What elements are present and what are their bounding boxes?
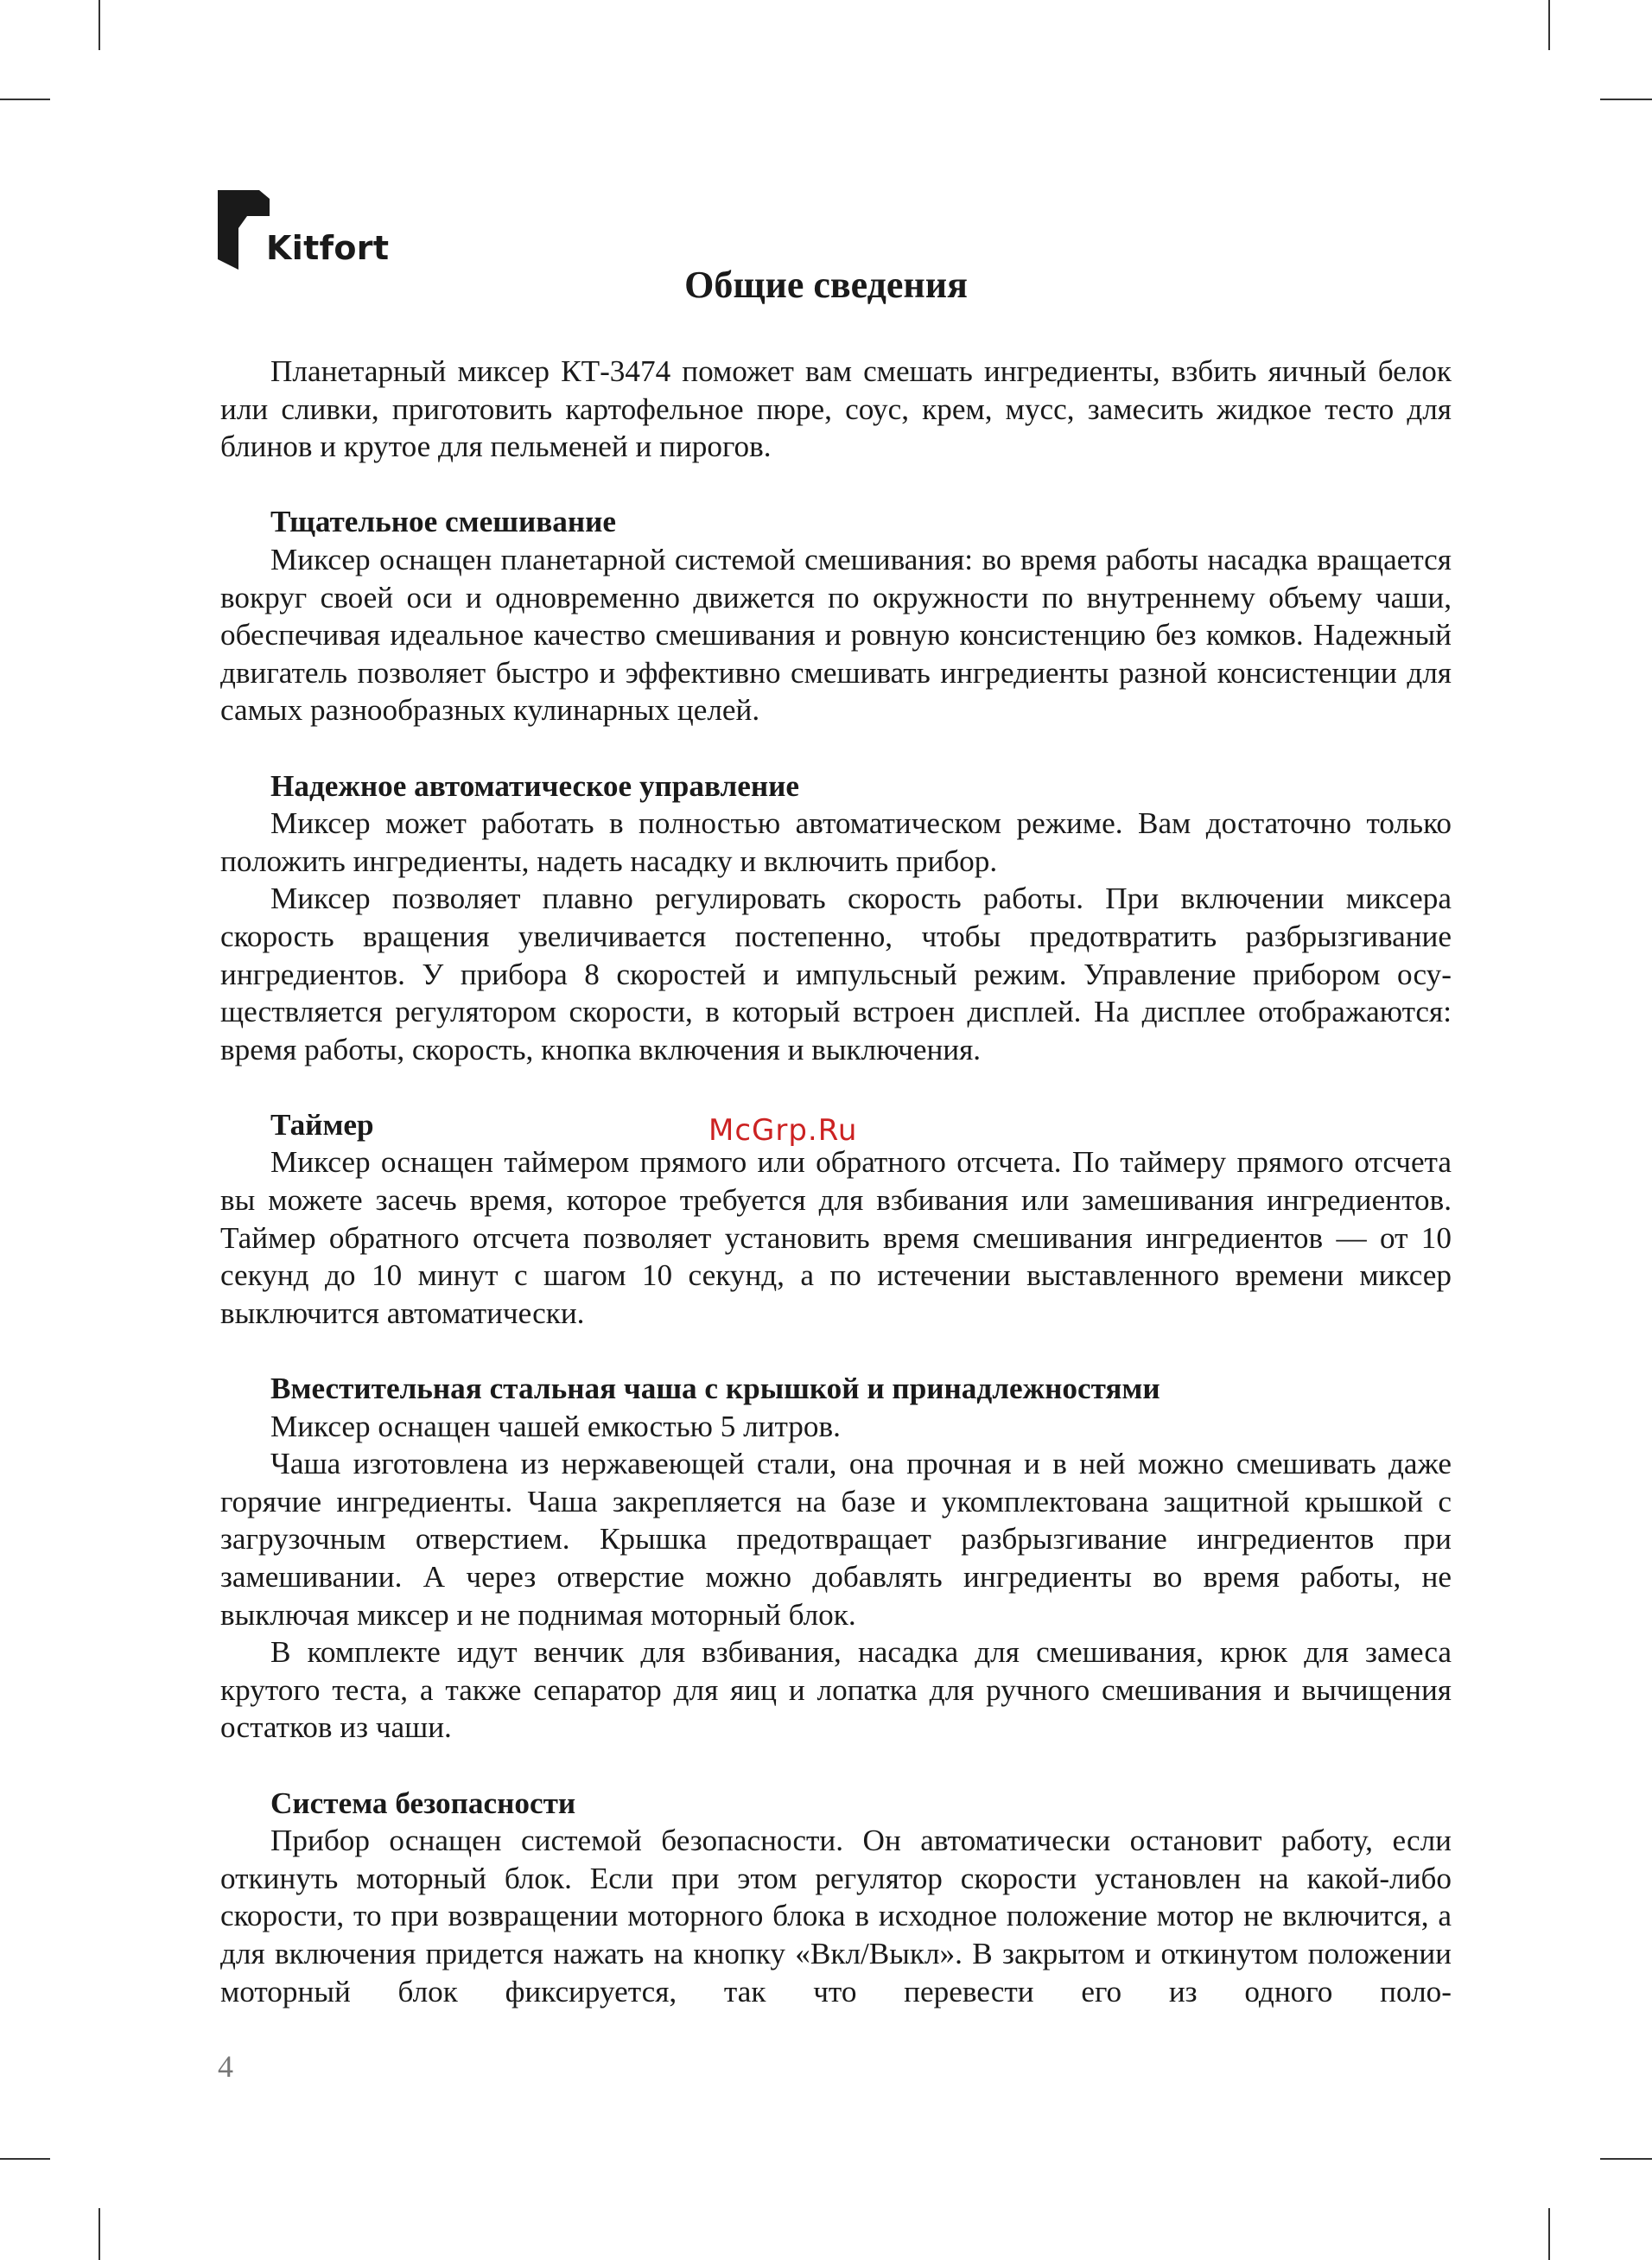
crop-mark (1600, 2158, 1652, 2160)
crop-mark (98, 0, 100, 50)
paragraph: Миксер оснащен чашей емкостью 5 литров. (270, 1409, 841, 1443)
crop-mark (1548, 0, 1550, 50)
intro-paragraph: Планетарный миксер КТ-3474 поможет вам смешать ингредиенты, взбить яичный белок или сливки, приготовить картофельное пюре, соус, крем, мусс, замесить жидкое тесто для блинов и крутое для пельменей и пирогов. (220, 354, 1452, 464)
watermark: McGrp.Ru (708, 1113, 858, 1148)
crop-mark (1548, 2208, 1550, 2260)
paragraph: Миксер оснащен планетарной системой смешивания: во время работы насадка вращается вокруг своей оси и одновременно движется по окружности по внутреннему объему чаши, обеспечивая идеальное качество смешивания и ровную консистенцию без комков. Надежный двигатель позволяет быстро и эффективно смешивать ингредиенты разной консистенции для самых разнообразных кулинарных целей. (220, 542, 1452, 728)
paragraph: Миксер может работать в полностью автоматическом режиме. Вам достаточно только положить ингредиенты, надеть насадку и включить прибор. (220, 806, 1452, 878)
page-number: 4 (218, 2049, 233, 2084)
section-heading: Таймер (270, 1107, 374, 1142)
paragraph: Прибор оснащен системой безопасности. Он автоматически остановит работу, если откинуть моторный блок. Если при этом регулятор скорости установлен на какой-либо скорости, то при возвращении моторного блока в исходное положение мотор не включится, а для включения придется нажать на кнопку «Вкл/Выкл». В закрытом и откинутом положении моторный блок фиксируется, так что перевести его из одного поло- (220, 1824, 1452, 2009)
brand-name: Kitfort (266, 229, 390, 267)
section-heading: Надежное автоматическое управление (270, 768, 800, 803)
paragraph: Чаша изготовлена из нержавеющей стали, она прочная и в ней можно смешивать даже горячие ингредиенты. Чаша закрепляется на базе и укомплектована защитной крышкой с загрузочным отверстием. Крышка предотвращает разбрызгивание ингредиентов при замешивании. А через отверстие можно добавлять ингредиенты во время работы, не выключая миксер и не поднимая моторный блок. (220, 1447, 1452, 1632)
brand-logo-icon (218, 190, 270, 270)
crop-mark (1600, 99, 1652, 100)
paragraph: В комплекте идут венчик для взбивания, насадка для смешивания, крюк для замеса крутого теста, а также сепаратор для яиц и лопатка для ручного смешивания и вычищения остатков из чаши. (220, 1635, 1452, 1745)
section-heading: Система безопасности (270, 1786, 576, 1820)
page-title: Общие сведения (684, 264, 968, 306)
crop-mark (98, 2208, 100, 2260)
section-heading: Вместительная стальная чаша с крышкой и принадлежностями (270, 1372, 1160, 1406)
crop-mark (0, 2158, 50, 2160)
crop-mark (0, 99, 50, 100)
brand-logo (218, 190, 391, 270)
document-body (220, 353, 1452, 2010)
paragraph: Миксер позволяет плавно регулировать скорость работы. При включении миксера скорость вращения увеличивается постепенно, чтобы предотвратить разбрызгивание ингредиентов. У прибора 8 скоростей и импульсный режим. Управление прибором осуществляется регулятором скорости, в который встроен дисплей. На дисплее отображаются: время работы, скорость, кнопка включения и выключения. (220, 882, 1452, 1066)
section-heading: Тщательное смешивание (270, 505, 616, 539)
paragraph: Миксер оснащен таймером прямого или обратного отсчета. По таймеру прямого отсчета вы можете засечь время, которое требуется для взбивания или замешивания ингредиентов. Таймер обратного отсчета позволяет установить время смешивания ингредиентов — от 10 секунд до 10 минут с шагом 10 секунд, а по истечении выставленного времени миксер выключится автоматически. (220, 1145, 1452, 1330)
